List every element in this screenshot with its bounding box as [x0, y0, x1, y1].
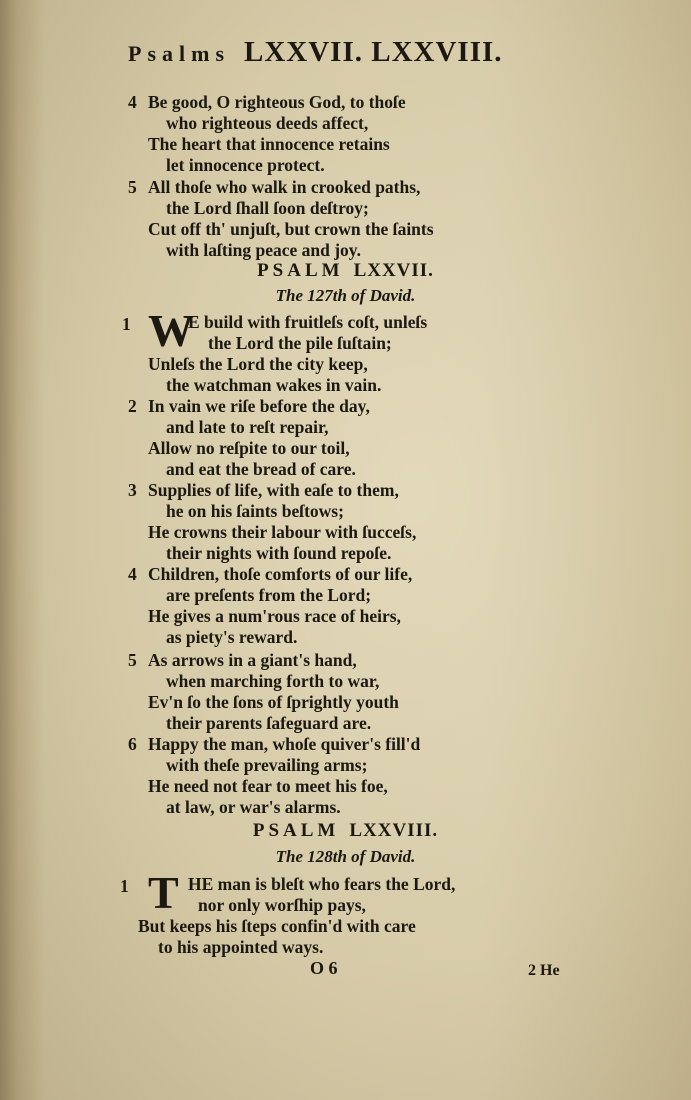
verse-tail-5 [128, 177, 434, 261]
verse-line: Children, thoſe comforts of our life, [148, 564, 413, 584]
verse-number: 5 [128, 177, 137, 197]
verse-line: As arrows in a giant's hand, [148, 650, 357, 670]
verse-line: All thoſe who walk in crooked paths, [148, 177, 421, 197]
verse-number: 3 [128, 480, 137, 500]
verse-number: 6 [128, 734, 137, 754]
verse-line: as piety's reward. [166, 627, 298, 647]
verse-number: 4 [128, 92, 137, 112]
verse-line: E build with fruitleſs coſt, unleſs [188, 312, 428, 332]
verse-number: 4 [128, 564, 137, 584]
psalm-77-verse-2 [128, 396, 370, 480]
verse-line: the Lord ſhall ſoon deſtroy; [166, 198, 369, 218]
verse-line: who righteous deeds affect, [166, 113, 369, 133]
verse-line: the watchman wakes in vain. [166, 375, 382, 395]
drop-cap: T [148, 867, 179, 918]
running-head-numbers: LXXVII. LXXVIII. [244, 36, 503, 68]
verse-line: with theſe prevailing arms; [166, 755, 368, 775]
verse-line: the Lord the pile ſuſtain; [208, 333, 392, 353]
verse-line: let innocence protect. [166, 155, 325, 175]
psalm-77-verse-3 [128, 480, 416, 564]
verse-line: nor only worſhip pays, [198, 895, 366, 915]
drop-cap: W [148, 305, 194, 356]
verse-line: In vain we riſe before the day, [148, 396, 370, 416]
verse-line: Cut off th' unjuſt, but crown the ſaints [148, 219, 434, 239]
psalm-77-subtitle: The 127th of David. [275, 286, 416, 305]
verse-number: 1 [122, 314, 131, 334]
psalm-label: PSALM [257, 260, 344, 281]
psalm-78-title [0, 820, 691, 842]
signature-mark: O 6 [310, 958, 338, 978]
verse-line: Be good, O righteous God, to thoſe [148, 92, 406, 112]
psalm-roman: LXXVII. [353, 260, 434, 281]
verse-line: He crowns their labour with ſucceſs, [148, 522, 417, 542]
verse-line: He need not fear to meet his foe, [148, 776, 388, 796]
psalm-77-verse-5 [128, 650, 399, 734]
verse-line: HE man is bleſt who fears the Lord, [188, 874, 456, 894]
verse-line: to his appointed ways. [158, 937, 324, 957]
verse-line: and eat the bread of care. [166, 459, 356, 479]
verse-line: and late to reſt repair, [166, 417, 329, 437]
verse-number: 2 [128, 396, 137, 416]
verse-number: 1 [120, 876, 129, 896]
verse-line: Supplies of life, with eaſe to them, [148, 480, 399, 500]
verse-line: their parents ſafeguard are. [166, 713, 372, 733]
verse-number: 5 [128, 650, 137, 670]
verse-line: Allow no reſpite to our toil, [148, 438, 350, 458]
verse-line: Happy the man, whoſe quiver's fill'd [148, 734, 421, 754]
psalm-77-verse-6 [128, 734, 420, 818]
verse-line: Unleſs the Lord the city keep, [148, 354, 368, 374]
verse-line: The heart that innocence retains [148, 134, 390, 154]
psalm-78-subtitle: The 128th of David. [275, 847, 416, 866]
verse-line: their nights with ſound repoſe. [166, 543, 392, 563]
verse-line: when marching forth to war, [166, 671, 380, 691]
psalm-label: PSALM [252, 820, 340, 841]
verse-line: are preſents from the Lord; [166, 585, 372, 605]
verse-line: Ev'n ſo the ſons of ſprightly youth [148, 692, 399, 712]
psalm-77-title [0, 260, 691, 282]
verse-tail-4 [128, 92, 406, 176]
verse-line: He gives a num'rous race of heirs, [148, 606, 401, 626]
psalm-77-verse-4 [128, 564, 412, 648]
verse-line: he on his ſaints beſtows; [166, 501, 344, 521]
verse-line: at law, or war's alarms. [166, 797, 341, 817]
verse-line: with laſting peace and joy. [166, 240, 361, 260]
verse-line: But keeps his ſteps confin'd with care [138, 916, 416, 936]
catchword: 2 He [528, 962, 560, 979]
psalm-roman: LXXVIII. [349, 820, 439, 841]
running-head-prefix: Psalms [128, 41, 230, 66]
psalm-77-verse-1 [122, 305, 428, 396]
psalm-78-verse-1 [120, 867, 456, 958]
running-head [128, 36, 503, 69]
